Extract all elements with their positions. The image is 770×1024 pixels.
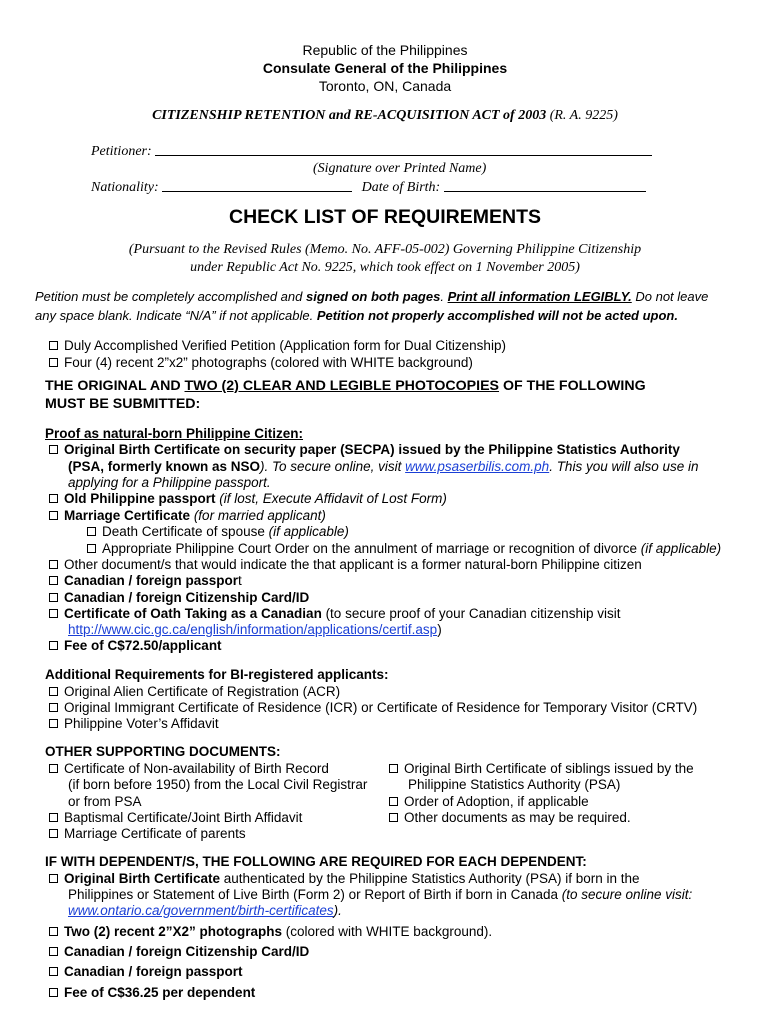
item-continuation: or from PSA: [68, 794, 142, 809]
item-label-tail: t: [238, 573, 242, 588]
checkbox[interactable]: [49, 445, 58, 454]
page-title: CHECK LIST OF REQUIREMENTS: [228, 206, 541, 228]
item-label: Certificate of Non-availability of Birth Record: [64, 761, 329, 776]
notice-text: Petition must be completely accomplished and: [35, 289, 306, 304]
notice-legibly: Print all information LEGIBLY.: [447, 289, 632, 304]
checklist-item: [49, 985, 255, 1000]
checklist-item: [49, 924, 492, 939]
heading-part: THE ORIGINAL AND: [45, 378, 185, 394]
item-label: Other document/s that would indicate the that applicant is a former natural-born Philippine citizen: [64, 557, 642, 572]
checklist-item: [49, 700, 697, 715]
checklist-item: [49, 606, 620, 621]
item-label: Old Philippine passport: [64, 491, 216, 506]
notice-warning: Petition not properly accomplished will not be acted upon.: [316, 308, 678, 323]
checklist-item: [49, 573, 242, 588]
paren: ): [437, 622, 442, 637]
item-label: Duly Accomplished Verified Petition (Application form for Dual Citizenship): [64, 338, 506, 353]
item-note: (if applicable): [268, 524, 349, 539]
fee-label: Fee of C$72.50/applicant: [64, 638, 222, 653]
notice-line2: [35, 308, 678, 323]
checklist-item: [49, 826, 246, 841]
checkbox[interactable]: [49, 967, 58, 976]
dob-line[interactable]: [444, 179, 646, 192]
item-note: (to secure proof of your Canadian citizenship visit: [321, 606, 621, 621]
dependent-birth-line3: [68, 903, 342, 918]
subtitle-line1: (Pursuant to the Revised Rules (Memo. No. AFF-05-002) Governing Philippine Citizenship: [128, 242, 642, 257]
item-label: Canadian / foreign passport: [64, 964, 243, 979]
checkbox[interactable]: [49, 560, 58, 569]
item-note: ). To secure online, visit: [260, 459, 406, 474]
item-note: authenticated by the Philippine Statistics Authority (PSA) if born in the: [220, 871, 640, 886]
checkbox[interactable]: [49, 813, 58, 822]
item-label: Appropriate Philippine Court Order on the annulment of marriage or recognition of divorce: [102, 541, 641, 556]
fee-label: Fee of C$36.25 per dependent: [64, 985, 256, 1000]
item-label: Original Birth Certificate of siblings issued by the: [404, 761, 694, 776]
cic-link[interactable]: http://www.cic.gc.ca/english/information/applications/certif.asp: [68, 622, 438, 637]
checkbox[interactable]: [49, 947, 58, 956]
bi-heading: Additional Requirements for BI-registered applicants:: [45, 667, 389, 682]
item-continuation: Philippine Statistics Authority (PSA): [408, 777, 621, 792]
checklist-subitem: [87, 524, 349, 539]
item-continuation: (if born before 1950) from the Local Civil Registrar: [68, 777, 368, 792]
checkbox[interactable]: [49, 358, 58, 367]
item-note: . This you will also use in: [549, 459, 699, 474]
item-note: (if lost, Execute Affidavit of Lost Form): [215, 491, 447, 506]
item-note: Philippines or Statement of Live Birth (Form 2) or Report of Birth if born in Canada: [68, 887, 562, 902]
dependent-heading: IF WITH DEPENDENT/S, THE FOLLOWING ARE REQUIRED FOR EACH DEPENDENT:: [45, 854, 587, 869]
psa-link[interactable]: www.psaserbilis.com.ph: [405, 459, 550, 474]
notice-dot: .: [440, 289, 448, 304]
checkbox[interactable]: [389, 813, 398, 822]
heading-underlined: TWO (2) CLEAR AND LEGIBLE PHOTOCOPIES: [184, 378, 500, 394]
header-city: Toronto, ON, Canada: [318, 78, 452, 94]
checkbox[interactable]: [49, 703, 58, 712]
checklist-item: [49, 355, 473, 370]
nationality-row: [91, 179, 646, 196]
act-title-line: [0, 108, 770, 124]
item-label: Original Immigrant Certificate of Residence (ICR) or Certificate of Residence for Temporary Visitor (CRTV): [64, 700, 698, 715]
checklist-item: [49, 590, 309, 605]
act-title: CITIZENSHIP RETENTION and RE-ACQUISITION ACT of 2003: [152, 108, 547, 123]
checkbox[interactable]: [389, 764, 398, 773]
item-label: Canadian / foreign Citizenship Card/ID: [64, 590, 310, 605]
item-label: Baptismal Certificate/Joint Birth Affidavit: [64, 810, 303, 825]
checklist-item: [49, 638, 222, 653]
notice-line1: [35, 289, 708, 304]
checklist-item: [49, 442, 680, 457]
checkbox[interactable]: [49, 609, 58, 618]
nationality-label: Nationality:: [91, 180, 159, 195]
item-label: Original Birth Certificate: [64, 871, 221, 886]
checklist-item: [49, 557, 642, 572]
checkbox[interactable]: [49, 341, 58, 350]
checklist-item: [49, 716, 219, 731]
checkbox[interactable]: [87, 544, 96, 553]
dob-label: Date of Birth:: [361, 180, 441, 195]
checkbox[interactable]: [49, 687, 58, 696]
checklist-item: [49, 871, 640, 886]
checklist-item: [389, 810, 631, 825]
proof-heading: Proof as natural-born Philippine Citizen:: [45, 426, 304, 441]
checklist-item: [49, 508, 326, 523]
item-note-italic: (to secure online visit:: [561, 887, 693, 902]
checklist-item: [49, 684, 340, 699]
item-label: Marriage Certificate: [64, 508, 191, 523]
checklist-item: [49, 761, 329, 776]
signature-caption: (Signature over Printed Name): [313, 161, 487, 176]
dependent-birth-line2: [68, 887, 692, 902]
heading-part: OF THE FOLLOWING: [499, 378, 646, 394]
nationality-line[interactable]: [162, 179, 352, 192]
checklist-item: [389, 794, 589, 809]
checkbox[interactable]: [49, 719, 58, 728]
petitioner-label: Petitioner:: [91, 144, 152, 159]
original-heading: [45, 378, 646, 394]
item-label: Four (4) recent 2”x2” photographs (colored with WHITE background): [64, 355, 473, 370]
item-note: (colored with WHITE background).: [282, 924, 493, 939]
checklist-item: [49, 810, 302, 825]
checkbox[interactable]: [49, 511, 58, 520]
item-label: Order of Adoption, if applicable: [404, 794, 589, 809]
act-ref: (R. A. 9225): [549, 108, 618, 123]
item-label: Other documents as may be required.: [404, 810, 631, 825]
secpa-line3: applying for a Philippine passport.: [68, 475, 271, 490]
header-consulate: Consulate General of the Philippines: [262, 60, 508, 76]
supporting-heading: OTHER SUPPORTING DOCUMENTS:: [45, 744, 281, 759]
checkbox[interactable]: [87, 527, 96, 536]
checklist-item: [49, 964, 243, 979]
checklist-item: [49, 338, 506, 353]
oath-link-line: [68, 622, 442, 637]
checkbox[interactable]: [49, 874, 58, 883]
item-label: (PSA, formerly known as NSO: [68, 459, 261, 474]
item-label: Marriage Certificate of parents: [64, 826, 246, 841]
item-note: (for married applicant): [190, 508, 326, 523]
checkbox[interactable]: [49, 641, 58, 650]
subtitle-line2: under Republic Act No. 9225, which took effect on 1 November 2005): [190, 260, 580, 275]
item-note: (if applicable): [640, 541, 722, 556]
secpa-line2: [68, 459, 699, 474]
petitioner-row: [91, 143, 652, 160]
original-heading-2: MUST BE SUBMITTED:: [45, 396, 201, 412]
notice-signed: signed on both pages: [305, 289, 441, 304]
notice-text-3: any space blank. Indicate “N/A” if not applicable.: [35, 308, 317, 323]
checkbox[interactable]: [49, 494, 58, 503]
checkbox[interactable]: [49, 927, 58, 936]
item-label: Canadian / foreign Citizenship Card/ID: [64, 944, 310, 959]
item-label: Philippine Voter’s Affidavit: [64, 716, 219, 731]
checkbox[interactable]: [49, 593, 58, 602]
paren: ).: [333, 903, 342, 918]
checklist-item: [389, 761, 694, 776]
petitioner-signature-line[interactable]: [155, 143, 652, 156]
checklist-item: [49, 491, 447, 506]
checklist-item: [49, 944, 309, 959]
item-label: Two (2) recent 2”X2” photographs: [64, 924, 283, 939]
item-label: Canadian / foreign passpor: [64, 573, 239, 588]
checklist-subitem: [87, 541, 721, 556]
item-label: Certificate of Oath Taking as a Canadian: [64, 606, 322, 621]
item-label: Original Alien Certificate of Registration (ACR): [64, 684, 341, 699]
header-country: Republic of the Philippines: [302, 42, 468, 58]
checkbox[interactable]: [49, 764, 58, 773]
notice-text-2: Do not leave: [631, 289, 709, 304]
checkbox[interactable]: [49, 988, 58, 997]
ontario-link[interactable]: www.ontario.ca/government/birth-certificates: [68, 903, 334, 918]
checkbox[interactable]: [49, 829, 58, 838]
checkbox[interactable]: [389, 797, 398, 806]
item-label: Original Birth Certificate on security paper (SECPA) issued by the Philippine Statistics Authority: [64, 442, 680, 457]
item-label: Death Certificate of spouse: [102, 524, 269, 539]
checkbox[interactable]: [49, 576, 58, 585]
